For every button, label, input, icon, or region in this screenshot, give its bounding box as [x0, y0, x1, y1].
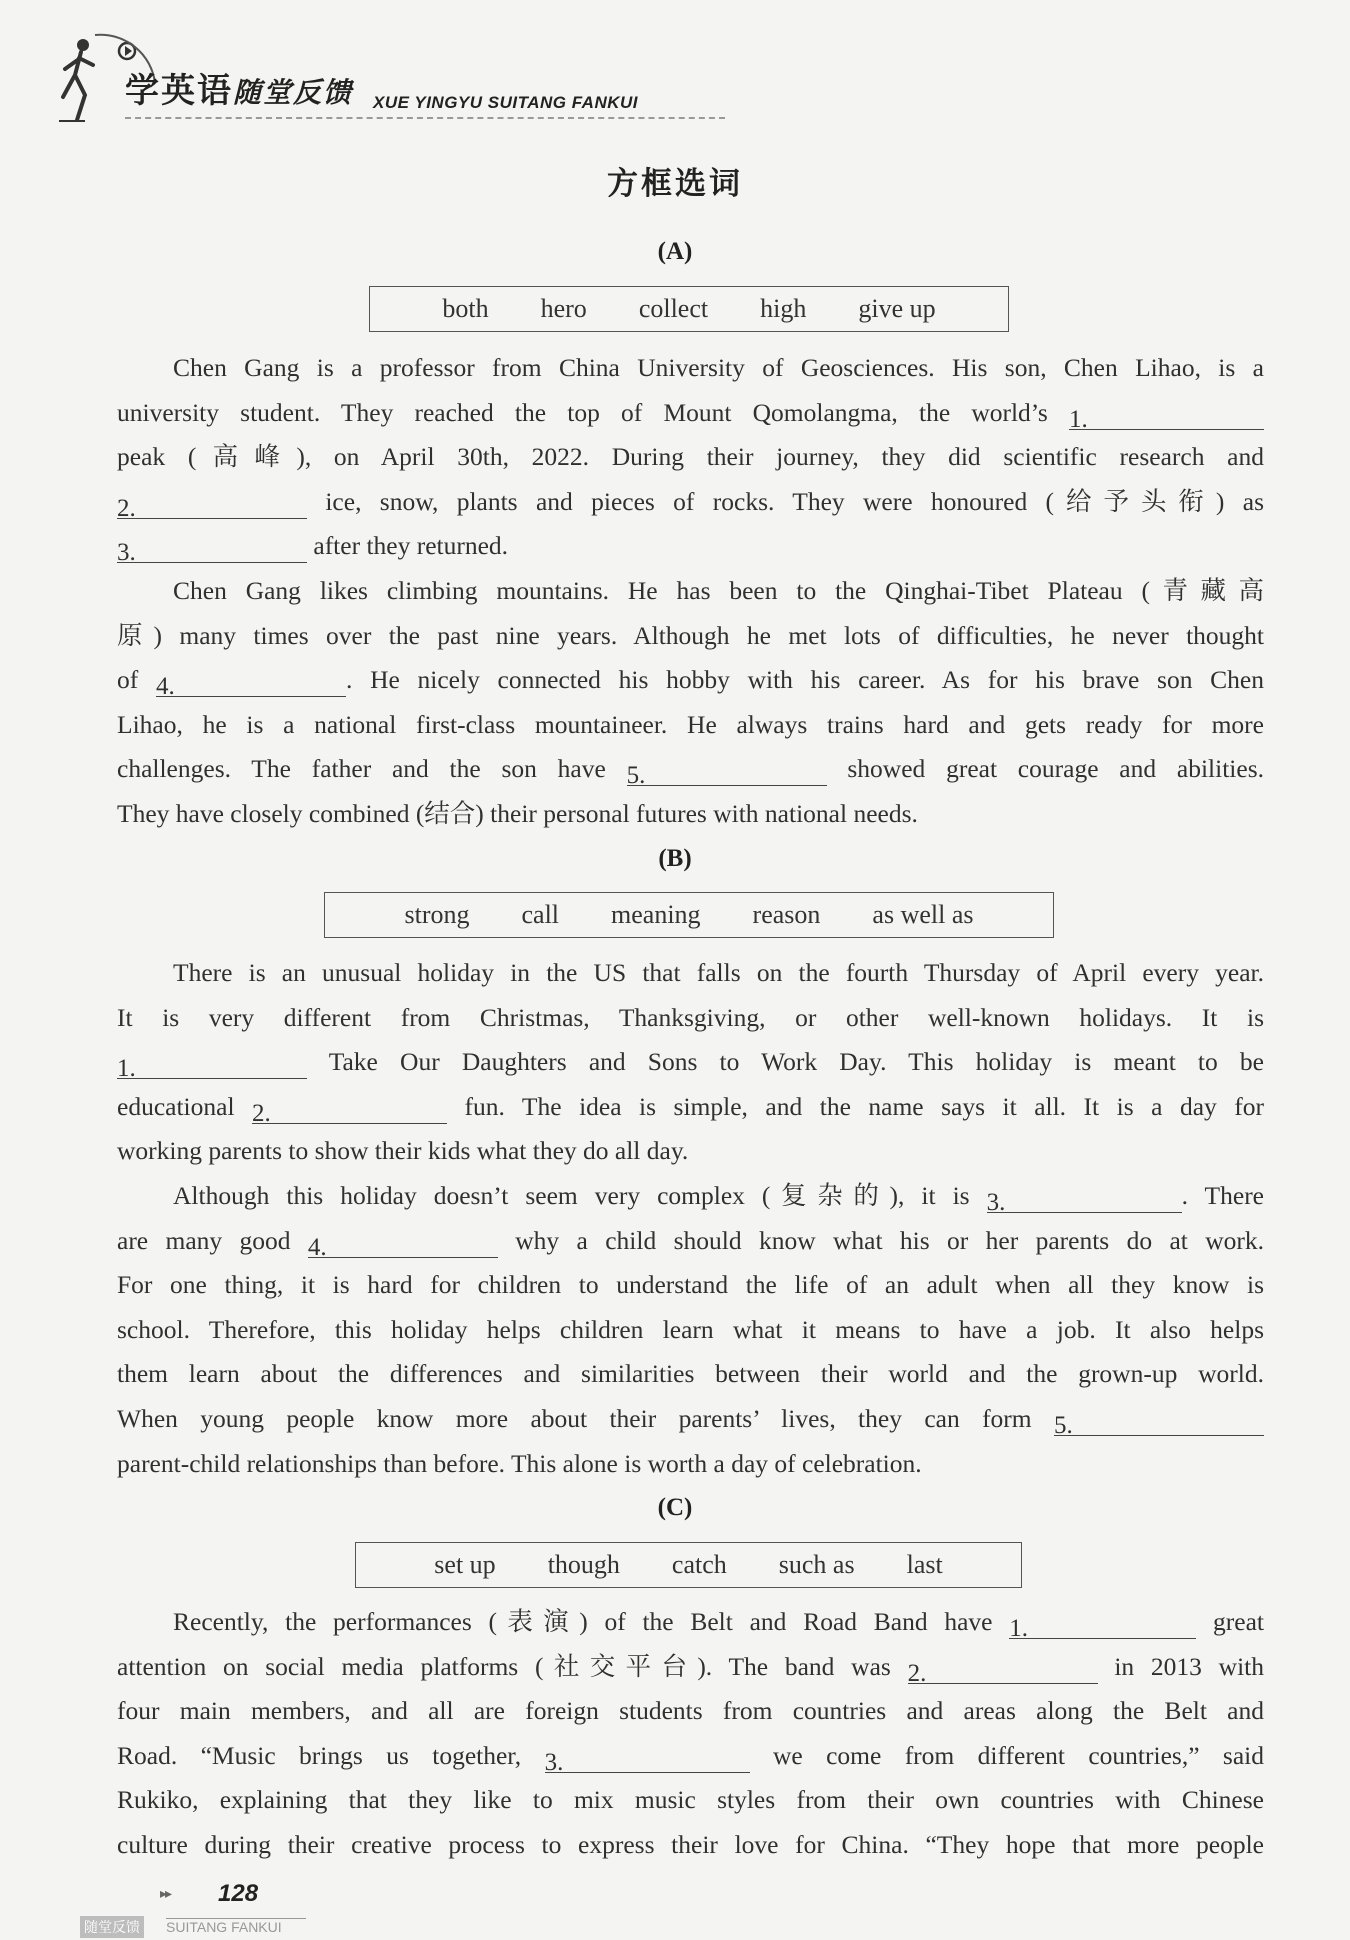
- text-segment: . He nicely connected his hobby with his career. As for his brave son Chen: [345, 665, 1264, 695]
- text-line: [117, 1689, 1264, 1734]
- text-segment: four main members, and all are foreign students from countries and areas along the Belt and: [117, 1696, 1264, 1726]
- answer-blank[interactable]: [117, 530, 307, 567]
- text-line: [117, 480, 1264, 525]
- arrow-icon: ▸▸: [160, 1887, 171, 1902]
- footer: [80, 1880, 380, 1940]
- text-line: [117, 1308, 1264, 1353]
- word-option: give up: [858, 294, 936, 323]
- text-segment: Chen Gang is a professor from China University of Geosciences. His son, Chen Lihao, is a: [173, 353, 1264, 382]
- word-option: call: [521, 900, 560, 929]
- blank-number: 3.: [986, 1188, 1006, 1216]
- word-option: reason: [752, 900, 821, 929]
- footer-tag-cn: 随堂反馈: [80, 1916, 144, 1938]
- word-option: as well as: [872, 900, 974, 929]
- text-segment: parent-child relationships than before. This alone is worth a day of celebration.: [117, 1448, 922, 1478]
- text-line: [117, 951, 1264, 996]
- text-segment: of: [117, 665, 156, 695]
- text-line: [117, 391, 1264, 436]
- text-segment: great: [1196, 1607, 1264, 1636]
- text-line: [117, 1823, 1264, 1868]
- blank-number: 2.: [252, 1099, 271, 1127]
- text-segment: why a child should know what his or her parents do at work.: [497, 1225, 1265, 1255]
- text-line: [117, 1129, 1264, 1174]
- text-segment: Although this holiday doesn’t seem very complex (复杂的), it is: [173, 1180, 987, 1210]
- word-option: such as: [778, 1550, 855, 1579]
- text-line: [117, 1734, 1264, 1779]
- text-line: [117, 1442, 1264, 1487]
- text-line: [117, 435, 1264, 480]
- word-option: catch: [671, 1550, 727, 1579]
- word-option: set up: [434, 1550, 496, 1579]
- answer-blank[interactable]: [1054, 1403, 1264, 1439]
- text-segment: There is an unusual holiday in the US that falls on the fourth Thursday of April every year.: [173, 958, 1264, 987]
- word-option: strong: [404, 900, 470, 929]
- text-segment: Rukiko, explaining that they like to mix music styles from their own countries with Chinese: [117, 1785, 1264, 1815]
- answer-blank[interactable]: [1009, 1606, 1196, 1642]
- section-c-label: (C): [657, 1494, 693, 1521]
- passage-b: [117, 951, 1264, 1486]
- text-segment: peak (高峰), on April 30th, 2022. During their journey, they did scientific research and: [117, 442, 1264, 472]
- blank-number: 2.: [117, 494, 136, 522]
- text-segment: culture during their creative process to express their love for China. “They hope that more people: [117, 1829, 1264, 1859]
- text-line: [117, 1397, 1264, 1442]
- text-segment: working parents to show their kids what they do all day.: [117, 1136, 689, 1166]
- text-segment: educational: [117, 1091, 253, 1121]
- text-line: [117, 614, 1264, 659]
- answer-blank[interactable]: [117, 1046, 307, 1083]
- text-segment: Lihao, he is a national first-class mountaineer. He always trains hard and gets ready for more: [117, 709, 1264, 739]
- blank-number: 1.: [1009, 1615, 1029, 1642]
- section-b-label: (B): [658, 845, 692, 872]
- text-line: [117, 346, 1264, 391]
- text-line: [117, 996, 1264, 1041]
- text-segment: fun. The idea is simple, and the name says it all. It is a day for: [447, 1091, 1264, 1121]
- text-segment: Take Our Daughters and Sons to Work Day. This holiday is meant to be: [307, 1047, 1264, 1077]
- page-title: 方框选词: [607, 166, 743, 202]
- answer-blank[interactable]: [907, 1651, 1098, 1687]
- blank-number: 1.: [117, 1055, 136, 1083]
- text-line: [117, 658, 1264, 703]
- word-box-c: [355, 1542, 1022, 1588]
- text-segment: university student. They reached the top of Mount Qomolangma, the world’s: [117, 397, 1069, 427]
- text-segment: challenges. The father and the son have: [117, 754, 627, 784]
- blank-number: 5.: [626, 762, 646, 790]
- header-divider: [125, 117, 725, 119]
- word-option: meaning: [611, 900, 701, 929]
- brand-english: XUE YINGYU SUITANG FANKUI: [373, 93, 639, 112]
- text-segment: Road. “Music brings us together,: [117, 1740, 545, 1770]
- text-segment: in 2013 with: [1097, 1651, 1265, 1681]
- blank-number: 2.: [907, 1659, 927, 1687]
- answer-blank[interactable]: [252, 1091, 447, 1127]
- blank-number: 3.: [544, 1748, 564, 1776]
- text-segment: For one thing, it is hard for children to understand the life of an adult when all they know is: [117, 1270, 1264, 1300]
- answer-blank[interactable]: [307, 1225, 498, 1261]
- answer-blank[interactable]: [544, 1740, 750, 1776]
- brand-chinese: 学英语随堂反馈: [125, 71, 354, 111]
- text-line: [117, 1219, 1264, 1264]
- text-line: [117, 792, 1264, 837]
- blank-number: 5.: [1054, 1411, 1073, 1439]
- word-option: last: [906, 1550, 943, 1579]
- word-option: high: [760, 294, 807, 323]
- text-line: [117, 1085, 1264, 1130]
- header: [55, 25, 735, 135]
- footer-tag-en: SUITANG FANKUI: [166, 1918, 306, 1935]
- word-option: though: [547, 1550, 620, 1579]
- word-box-b: [324, 892, 1054, 938]
- blank-number: 1.: [1069, 405, 1088, 433]
- text-line: [117, 1174, 1264, 1219]
- word-option: hero: [540, 294, 587, 323]
- word-option: collect: [638, 294, 709, 323]
- answer-blank[interactable]: [986, 1180, 1182, 1216]
- answer-blank[interactable]: [155, 664, 346, 701]
- text-segment: are many good: [117, 1225, 308, 1255]
- text-segment: school. Therefore, this holiday helps children learn what it means to have a job. It also helps: [117, 1314, 1264, 1344]
- text-segment: after they returned.: [307, 531, 509, 561]
- text-segment: . There: [1181, 1180, 1264, 1210]
- text-segment: them learn about the differences and similarities between their world and the grown-up world.: [117, 1359, 1264, 1389]
- text-line: [117, 747, 1264, 792]
- text-line: [117, 1645, 1264, 1690]
- word-option: both: [442, 294, 489, 323]
- section-a-label: (A): [657, 238, 693, 265]
- text-segment: They have closely combined (结合) their personal futures with national needs.: [117, 798, 918, 828]
- text-segment: Chen Gang likes climbing mountains. He has been to the Qinghai-Tibet Plateau (青藏高: [173, 575, 1264, 605]
- text-line: [117, 1040, 1264, 1085]
- blank-number: 3.: [117, 539, 136, 567]
- text-segment: showed great courage and abilities.: [826, 754, 1264, 784]
- text-segment: Recently, the performances (表演) of the Belt and Road Band have: [173, 1607, 1010, 1636]
- text-line: [117, 1352, 1264, 1397]
- text-line: [117, 703, 1264, 748]
- text-segment: attention on social media platforms (社交平台). The band was: [117, 1651, 908, 1681]
- answer-blank[interactable]: [626, 753, 827, 790]
- passage-a: [117, 346, 1264, 837]
- text-line: [117, 1263, 1264, 1308]
- text-segment: When young people know more about their parents’ lives, they can form: [117, 1403, 1054, 1433]
- passage-c: [117, 1600, 1264, 1868]
- blank-number: 4.: [155, 673, 175, 701]
- text-segment: we come from different countries,” said: [749, 1740, 1264, 1770]
- answer-blank[interactable]: [1069, 397, 1264, 433]
- text-line: [117, 524, 1264, 569]
- text-line: [117, 1600, 1264, 1645]
- text-segment: ice, snow, plants and pieces of rocks. They were honoured (给予头衔) as: [307, 486, 1264, 516]
- text-segment: 原) many times over the past nine years. Although he met lots of difficulties, he never thought: [117, 620, 1264, 650]
- word-box-a: [369, 286, 1009, 332]
- text-line: [117, 1778, 1264, 1823]
- page-number: 128: [218, 1880, 259, 1907]
- text-segment: It is very different from Christmas, Thanksgiving, or other well-known holidays. It is: [117, 1002, 1264, 1032]
- blank-number: 4.: [307, 1233, 327, 1261]
- answer-blank[interactable]: [117, 486, 307, 522]
- text-line: [117, 569, 1264, 614]
